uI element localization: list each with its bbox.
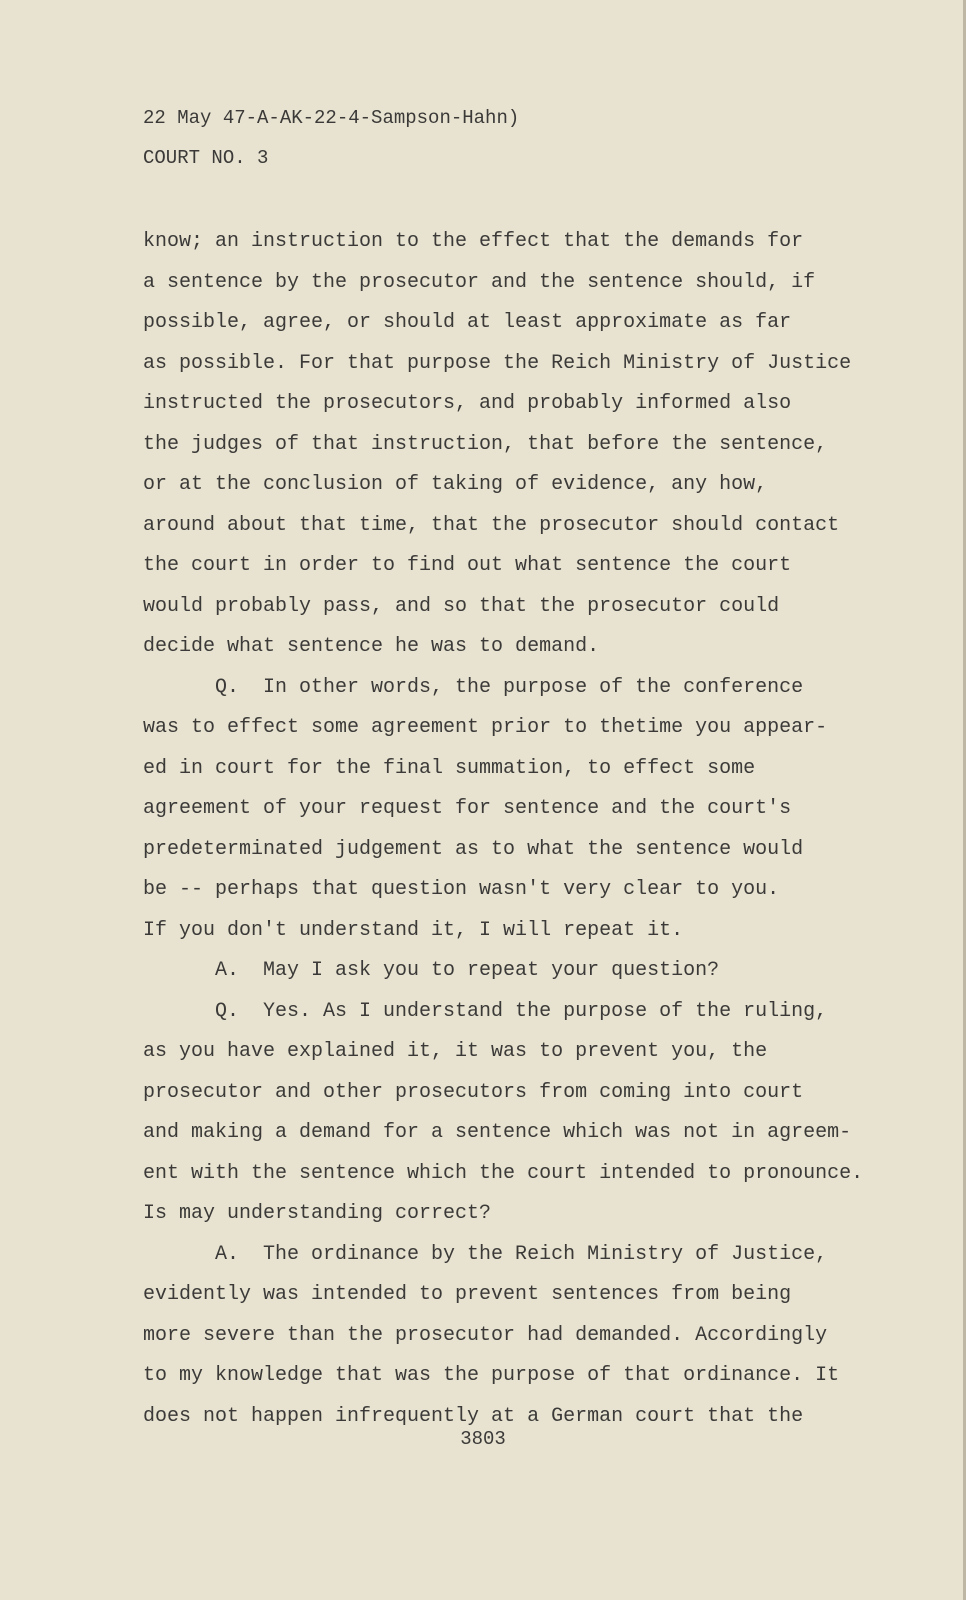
transcript-line: around about that time, that the prosecutor should contact <box>143 513 840 537</box>
transcript-line: or at the conclusion of taking of evidence, any how, <box>143 473 768 496</box>
transcript-line: A. May I ask you to repeat your question? <box>143 959 720 982</box>
transcript-line: and making a demand for a sentence which was not in agreem- <box>143 1121 852 1144</box>
transcript-line: ent with the sentence which the court intended to pronounce. <box>143 1161 864 1185</box>
transcript-line: was to effect some agreement prior to thetime you appear- <box>143 716 828 739</box>
page-number: 3803 <box>460 1428 506 1450</box>
transcript-line: If you don't understand it, I will repeat it. <box>143 918 684 942</box>
transcript-line: Q. Yes. As I understand the purpose of the ruling, <box>143 999 828 1023</box>
transcript-line: agreement of your request for sentence and the court's <box>143 797 792 820</box>
transcript-line: A. The ordinance by the Reich Ministry of Justice, <box>143 1242 828 1266</box>
case-header: 22 May 47-A-AK-22-4-Sampson-Hahn) <box>143 107 520 129</box>
transcript-line: instructed the prosecutors, and probably informed also <box>143 392 792 415</box>
transcript-line: more severe than the prosecutor had demanded. Accordingly <box>143 1323 828 1347</box>
transcript-line: decide what sentence he was to demand. <box>143 635 600 658</box>
transcript-line: a sentence by the prosecutor and the sentence should, if <box>143 270 816 294</box>
transcript-line: would probably pass, and so that the prosecutor could <box>143 594 780 618</box>
transcript-line: possible, agree, or should at least approximate as far <box>143 311 792 334</box>
transcript-line: evidently was intended to prevent sentences from being <box>143 1283 792 1306</box>
transcript-line: Q. In other words, the purpose of the conference <box>143 675 804 699</box>
transcript-line: the court in order to find out what sentence the court <box>143 554 792 577</box>
transcript-line: ed in court for the final summation, to effect some <box>143 756 756 780</box>
transcript-line: Is may understanding correct? <box>143 1202 492 1225</box>
transcript-line: predeterminated judgement as to what the sentence would <box>143 837 804 861</box>
transcript-line: know; an instruction to the effect that the demands for <box>143 230 804 253</box>
transcript-line: to my knowledge that was the purpose of that ordinance. It <box>143 1364 840 1387</box>
court-number: COURT NO. 3 <box>143 147 269 169</box>
transcript-body <box>143 222 943 1437</box>
transcript-line: prosecutor and other prosecutors from coming into court <box>143 1080 804 1104</box>
transcript-line: does not happen infrequently at a German court that the <box>143 1404 804 1428</box>
transcript-line: be -- perhaps that question wasn't very clear to you. <box>143 878 780 901</box>
transcript-line: as you have explained it, it was to prevent you, the <box>143 1040 768 1063</box>
transcript-line: the judges of that instruction, that before the sentence, <box>143 432 828 456</box>
transcript-line: as possible. For that purpose the Reich Ministry of Justice <box>143 351 852 375</box>
